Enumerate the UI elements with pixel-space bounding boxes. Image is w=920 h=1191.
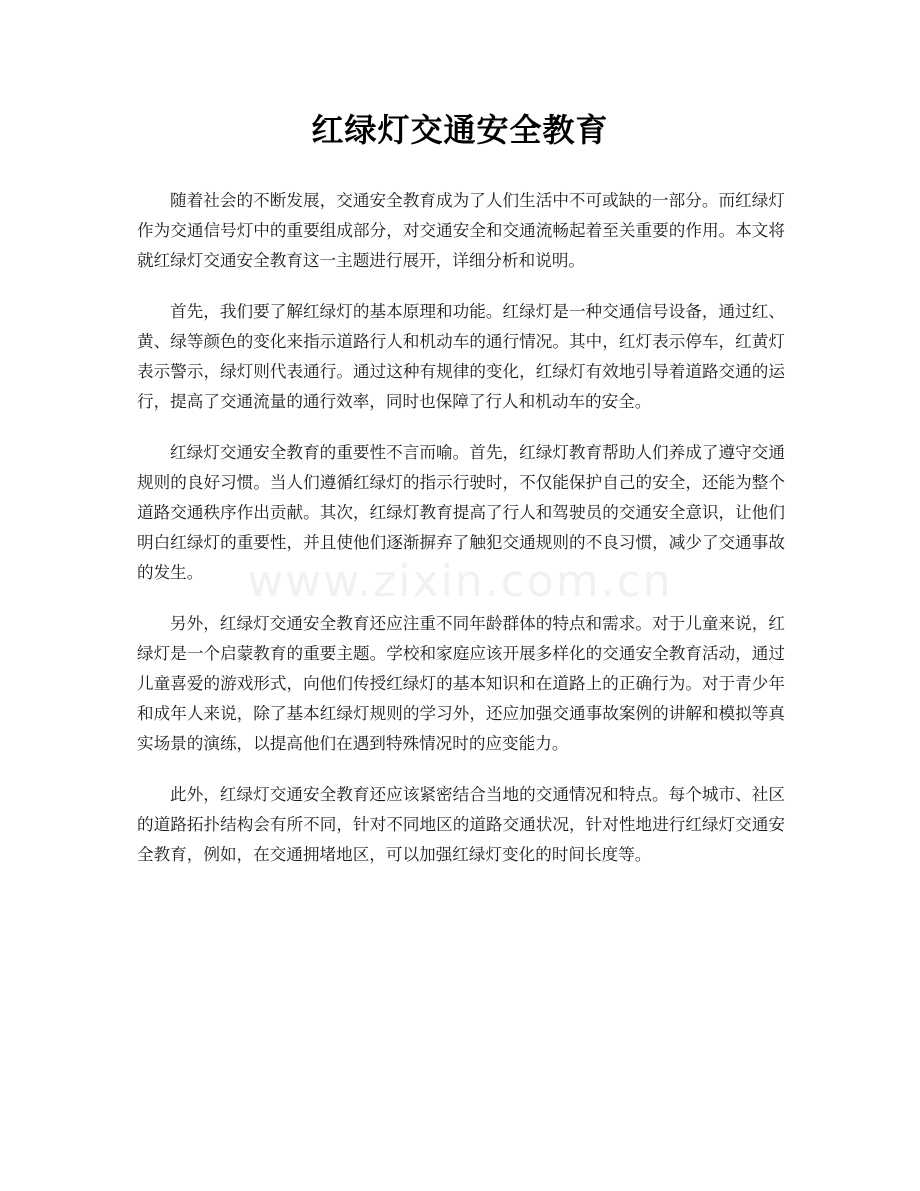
paragraph-3: 红绿灯交通安全教育的重要性不言而喻。首先，红绿灯教育帮助人们养成了遵守交通规则的良好习惯。当人们遵循红绿灯的指示行驶时，不仅能保护自己的安全，还能为整个道路交通秩序作出贡献。其次，红绿灯教育提高了行人和驾驶员的交通安全意识，让他们明白红绿灯的重要性，并且使他们逐渐摒弃了触犯交通规则的不良习惯，减少了交通事故的发生。	[137, 443, 785, 582]
paragraph-5: 此外，红绿灯交通安全教育还应该紧密结合当地的交通情况和特点。每个城市、社区的道路拓扑结构会有所不同，针对不同地区的道路交通状况，针对性地进行红绿灯交通安全教育，例如，在交通拥堵地区，可以加强红绿灯变化的时间长度等。	[137, 785, 785, 864]
paragraph-2: 首先，我们要了解红绿灯的基本原理和功能。红绿灯是一种交通信号设备，通过红、黄、绿等颜色的变化来指示道路行人和机动车的通行情况。其中，红灯表示停车，红黄灯表示警示，绿灯则代表通行。通过这种有规律的变化，红绿灯有效地引导着道路交通的运行，提高了交通流量的通行效率，同时也保障了行人和机动车的安全。	[137, 302, 785, 411]
document-body	[137, 186, 785, 891]
paragraph-4: 另外，红绿灯交通安全教育还应注重不同年龄群体的特点和需求。对于儿童来说，红绿灯是一个启蒙教育的重要主题。学校和家庭应该开展多样化的交通安全教育活动，通过儿童喜爱的游戏形式，向他们传授红绿灯的基本知识和在道路上的正确行为。对于青少年和成年人来说，除了基本红绿灯规则的学习外，还应加强交通事故案例的讲解和模拟等真实场景的演练，以提高他们在遇到特殊情况时的应变能力。	[137, 614, 785, 753]
watermark: www.zixin.com.cn	[247, 556, 673, 607]
document-title: 红绿灯交通安全教育	[311, 111, 609, 149]
paragraph-1: 随着社会的不断发展，交通安全教育成为了人们生活中不可或缺的一部分。而红绿灯作为交通信号灯中的重要组成部分，对交通安全和交通流畅起着至关重要的作用。本文将就红绿灯交通安全教育这一主题进行展开，详细分析和说明。	[137, 191, 785, 270]
